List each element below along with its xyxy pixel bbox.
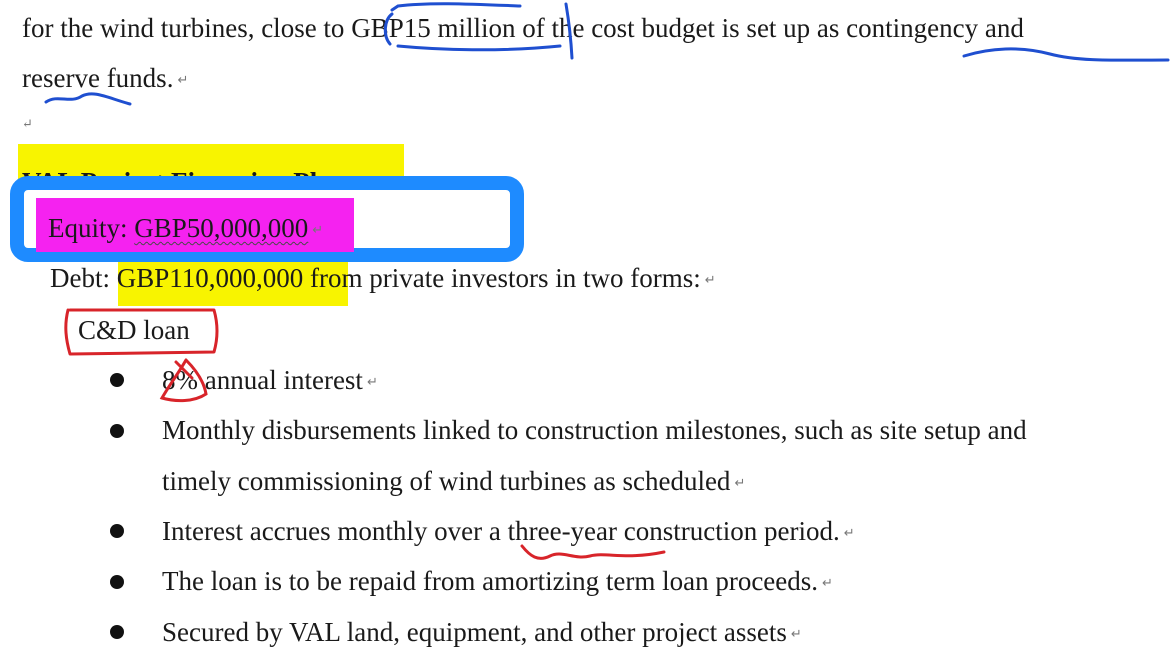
loan-title: C&D loan (78, 315, 190, 345)
bullet-text: Secured by VAL land, equipment, and other project assets (162, 617, 787, 647)
ink-stroke-blue (392, 4, 520, 10)
bullet-dot (110, 575, 124, 589)
debt-rest: from private investors in two forms: (303, 263, 701, 293)
paragraph-mark: ↵ (843, 525, 855, 541)
bullet-text: Monthly disbursements linked to construction milestones, such as site setup and (162, 415, 1027, 445)
bullet-item-5 (162, 616, 802, 651)
text-segment: of the cost budget is set up as contingency and (515, 13, 1024, 43)
bullet-item-4 (162, 565, 833, 600)
gbp15-amount: GBP15 million (351, 13, 516, 43)
equity-line (48, 212, 323, 247)
loan-title-line (78, 314, 190, 346)
debt-line (50, 262, 716, 297)
paragraph-line-1 (22, 12, 1024, 44)
text-segment: reserve funds. (22, 63, 174, 93)
paragraph-mark: ↵ (177, 72, 189, 88)
equity-amount: GBP50,000,000 (134, 213, 309, 243)
bullet-item-3 (162, 515, 855, 550)
paragraph-mark: ↵ (366, 374, 378, 390)
paragraph-line-2 (22, 62, 188, 97)
empty-paragraph-mark: ↵ (22, 116, 33, 131)
debt-label: Debt: (50, 263, 117, 293)
ink-stroke-blue (398, 46, 560, 50)
bullet-dot (110, 424, 124, 438)
paragraph-mark: ↵ (312, 222, 324, 238)
ink-stroke-blue (964, 49, 1168, 60)
bullet-text: Interest accrues monthly over a three-year construction period. (162, 516, 840, 546)
paragraph-mark: ↵ (704, 272, 716, 288)
bullet-item-1 (162, 364, 378, 399)
equity-label: Equity: (48, 213, 135, 243)
debt-amount: GBP110,000,000 (116, 263, 304, 293)
text-segment: for the wind turbines, close to (22, 13, 352, 43)
bullet-dot (110, 373, 124, 387)
bullet-item-2-continuation (162, 465, 745, 500)
paragraph-mark: ↵ (734, 475, 746, 491)
paragraph-mark: ↵ (790, 626, 802, 642)
bullet-dot (110, 625, 124, 639)
bullet-text: timely commissioning of wind turbines as scheduled (162, 466, 731, 496)
bullet-item-2 (162, 414, 1027, 446)
bullet-dot (110, 524, 124, 538)
bullet-text: The loan is to be repaid from amortizing term loan proceeds. (162, 566, 819, 596)
paragraph-mark: ↵ (822, 575, 833, 591)
bullet-text: 8% annual interest (162, 365, 363, 395)
